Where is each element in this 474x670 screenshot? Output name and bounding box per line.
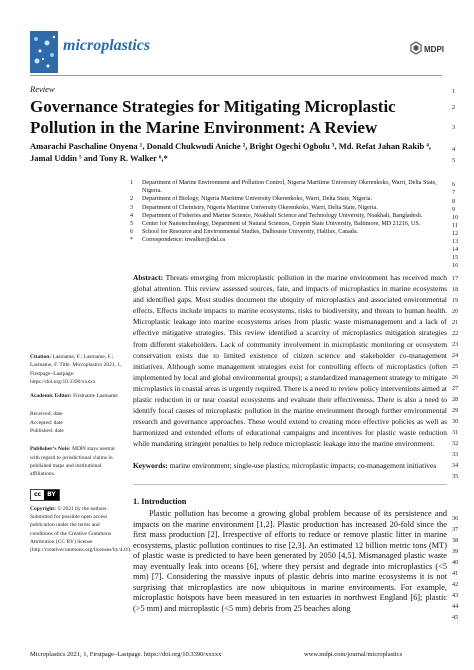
line-number: 34 xyxy=(452,462,459,469)
affiliation-number: * xyxy=(130,237,134,244)
line-number: 36 xyxy=(452,515,459,522)
line-number: 7 xyxy=(452,189,456,196)
line-number: 3 xyxy=(452,124,456,131)
line-number: 44 xyxy=(452,603,459,610)
line-number: 24 xyxy=(452,352,459,359)
line-number: 27 xyxy=(452,385,459,392)
line-number: 17 xyxy=(452,275,459,282)
citation-note xyxy=(30,353,122,386)
received-date: Received: date xyxy=(30,411,63,418)
affiliation-number: 5 xyxy=(130,221,134,228)
line-number: 29 xyxy=(452,407,459,414)
line-number: 42 xyxy=(452,581,459,588)
line-number: 39 xyxy=(452,548,459,555)
publisher-note xyxy=(30,445,122,478)
affiliation-text: Center for Nanotechnology, Department of Natural Sciences, Coppin State University, Baltimore, MD 21216, US. xyxy=(142,221,421,228)
affiliation-item xyxy=(130,204,450,212)
editor-text: Firstname Lastname xyxy=(73,393,118,400)
header-rule xyxy=(30,75,442,76)
abstract-text: Threats emerging from microplastic pollution in the marine environment has received much global attention. This review assessed sources, fate, and impacts of microplastics in marine ecosystems and identified gaps. Most studies document the ubiquity of microplastics and associated environmental effects. Effects include impacts to marine ecosystems, risks to biodiversity, and threats to human health. Microplastic leakage into marine ecosystems arises from plastic waste mismanagement and a lack of effective mitigative strategies. This review identified a scarcity of microplastics mitigation strategies from different stakeholders. Lack of community involvement in microplastic monitoring or ecosystem conservation exists due to limited existence of citizen science and stakeholder co-management initiatives. Although some management strategies exist for controlling effects of microplastics (often implemented by local and global environmental groups); a standardized management strategy to mitigate microplastics in coastal areas is urgently required. There is a need to review policy interventions aimed at plastic reduction in or near coastal ecosystems and evaluate their effectiveness. There is also a need to identify focal causes of microplastic pollution in the marine environment through further environmental research and governance approaches. These would extend to creating more effective policies as well as harmonized and extended efforts of educational campaigns and incentives for plastic waste reduction while mandating stringent penalties to help reduce microplastic leakage into the marine environment. xyxy=(133,273,447,449)
line-number: 6 xyxy=(452,181,456,188)
affiliation-text: Department of Biology, Nigeria Maritime University Okerenkoko, Warri, Delta State, Nigeria. xyxy=(142,196,372,203)
affiliation-text: Department of Chemistry, Nigeria Maritime University Okerenkoko, Warri, Delta State, Nigeria. xyxy=(142,204,378,211)
journal-name[interactable]: microplastics xyxy=(63,37,151,54)
line-number: 25 xyxy=(452,363,459,370)
line-number: 31 xyxy=(452,429,459,436)
line-number: 11 xyxy=(452,222,458,229)
line-number: 38 xyxy=(452,537,459,544)
affiliation-number: 3 xyxy=(130,204,134,211)
editor-label: Academic Editor: xyxy=(30,393,72,400)
line-number: 20 xyxy=(452,308,459,315)
line-number: 21 xyxy=(452,319,459,326)
line-number: 1 xyxy=(452,88,456,95)
journal-logo-icon xyxy=(30,31,58,73)
line-number: 14 xyxy=(452,246,459,253)
line-number: 33 xyxy=(452,451,459,458)
line-number: 2 xyxy=(452,104,456,111)
line-number: 43 xyxy=(452,592,459,599)
editor-note xyxy=(30,392,122,400)
affiliations xyxy=(130,179,450,245)
keywords xyxy=(133,460,447,471)
section-heading: 1. Introduction xyxy=(133,497,187,506)
mdpi-logo-icon xyxy=(410,41,444,64)
line-number: 9 xyxy=(452,206,456,213)
line-number: 8 xyxy=(452,198,456,205)
line-number: 12 xyxy=(452,230,459,237)
cc-license-icon[interactable] xyxy=(30,489,60,501)
affiliation-number: 4 xyxy=(130,212,134,219)
article-type: Review xyxy=(30,84,55,94)
citation-text: Lastname, F.; Lastname, F.; Lastname, F. Title. Microplastics 2021, 1, Firstpage–Lastpage. https://doi.org/10.3390/xxxxx xyxy=(30,354,122,385)
keywords-label: Keywords: xyxy=(133,461,168,470)
affiliation-item xyxy=(130,236,450,244)
line-number: 15 xyxy=(452,254,459,261)
line-number: 28 xyxy=(452,396,459,403)
dates xyxy=(30,410,122,435)
line-number: 41 xyxy=(452,570,459,577)
affiliation-text: Department of Fisheries and Marine Science, Noakhali Science and Technology University, Noakhali, Bangladesh. xyxy=(142,212,423,219)
affiliation-text: School for Resource and Environmental Studies, Dalhousie University, Halifax, Canada. xyxy=(142,229,359,236)
keywords-rule xyxy=(133,484,447,485)
introduction-body: Plastic pollution has become a growing global problem because of its persistence and impacts on the marine environment [1,2]. Plastic production has increased 20-fold since the first mass production [2]. Irrespective of efforts to reduce or remove plastic litter in marine ecosystems, plastic pollution continues to rise [2,3]. An estimated 12 billion metric tons (MT) of plastic waste is predicted to have been generated by 2050 [4,5]. Mismanaged plastic waste may eventually leak into oceans [6], where they persist and degrade into microplastics (<5 mm) [7]. Considering the massive inputs of plastic debris into marine ecosystems it is not surprising that microplastics are now ubiquitous in marine environments. For example, microplastic hotspots have been measured in ten estuaries in northwest England [6]; plastic (>5 mm) and microplastic (<5 mm) debris from 25 beaches along xyxy=(133,509,447,613)
line-number: 23 xyxy=(452,341,459,348)
sidebar-metadata xyxy=(30,353,132,561)
author-list: Amarachi Paschaline Onyena ¹, Donald Chukwudi Aniche ², Bright Ogechi Ogbolu ³, Md. Refat Jahan Rakib ⁴, Jamal Uddin ⁵ and Tony R. Walker ⁶,* xyxy=(30,141,432,163)
line-number: 10 xyxy=(452,214,459,221)
copyright-label: Copyright: xyxy=(30,505,56,512)
line-number: 35 xyxy=(452,473,459,480)
line-number: 4 xyxy=(452,146,456,153)
footer-journal-url[interactable]: www.mdpi.com/journal/microplastics xyxy=(304,651,403,658)
footer-citation: Microplastics 2021, 1, Firstpage–Lastpage. https://doi.org/10.3390/xxxxx xyxy=(30,651,222,658)
line-number: 37 xyxy=(452,526,459,533)
abstract xyxy=(133,272,447,450)
line-number: 13 xyxy=(452,238,459,245)
keywords-text: marine environment; single-use plastics; microplastic impacts; co-management initiatives xyxy=(169,461,437,470)
published-date: Published: date xyxy=(30,428,64,435)
affiliation-item xyxy=(130,195,450,203)
mdpi-logo-text: MDPI xyxy=(424,45,444,54)
cc-badge-left: cc xyxy=(31,490,44,500)
affiliation-item xyxy=(130,212,450,220)
line-number: 5 xyxy=(452,157,456,164)
line-number: 19 xyxy=(452,297,459,304)
line-number: 32 xyxy=(452,440,459,447)
affiliation-number: 2 xyxy=(130,196,134,203)
copyright-note xyxy=(30,505,132,555)
line-number: 22 xyxy=(452,330,459,337)
line-number: 16 xyxy=(452,262,459,269)
affiliation-item xyxy=(130,179,450,195)
publisher-note-text: MDPI stays neutral with regard to jurisdictional claims in published maps and institutional affiliations. xyxy=(30,446,115,478)
affiliation-text: Correspondence: trwalker@dal.ca xyxy=(142,237,226,244)
abstract-label: Abstract: xyxy=(133,273,164,282)
line-number: 30 xyxy=(452,418,459,425)
article-title: Governance Strategies for Mitigating Microplastic Pollution in the Marine Environment: A Review xyxy=(30,97,396,137)
affiliation-item xyxy=(130,220,450,228)
affiliation-item xyxy=(130,228,450,236)
line-number: 26 xyxy=(452,374,459,381)
line-number: 45 xyxy=(452,614,459,621)
citation-label: Citation: xyxy=(30,354,52,360)
publisher-note-label: Publisher’s Note: xyxy=(30,446,71,453)
line-number: 40 xyxy=(452,559,459,566)
accepted-date: Accepted: date xyxy=(30,419,63,426)
copyright-text: © 2021 by the authors. Submitted for possible open access publication under the terms and conditions of the Creative Commons Attribution (CC BY) license (http://creativecommons.org/licenses/by/4.0/). xyxy=(30,505,132,554)
affiliation-text: Department of Marine Environment and Pollution Control, Nigeria Maritime University Okerenkoko, Warri, Delta State, Nigeria. xyxy=(142,180,437,195)
affiliation-number: 6 xyxy=(130,229,134,236)
cc-badge-right: BY xyxy=(44,490,59,500)
affiliation-number: 1 xyxy=(130,180,134,186)
line-number: 18 xyxy=(452,286,459,293)
